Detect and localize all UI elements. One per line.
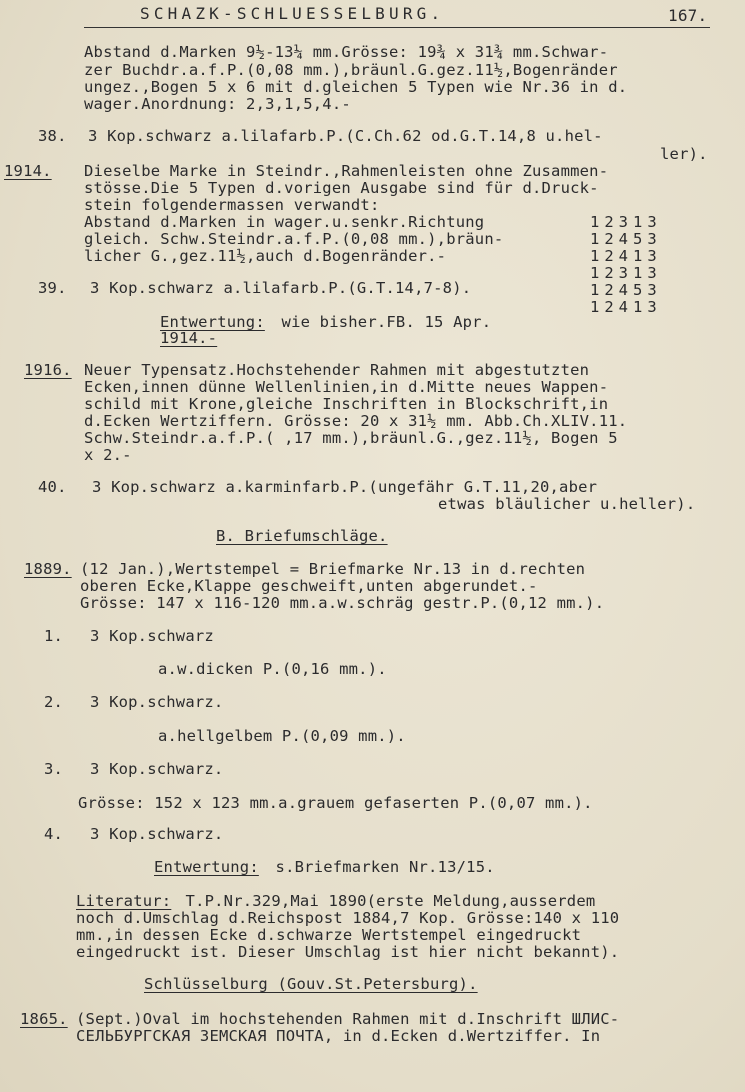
text-line: 3 Kop.schwarz a.lilafarb.P.(C.Ch.62 od.G.T.14,8 u.hel- — [88, 127, 603, 145]
entry-year: 1865. — [20, 1010, 68, 1028]
section-heading: B. Briefumschläge. — [216, 527, 388, 545]
text-line: ungez.,Bogen 5 x 6 mit d.gleichen 5 Typen wie Nr.36 in d. — [84, 78, 628, 96]
text-line: Grösse: 147 x 116-120 mm.a.w.schräg gestr.P.(0,12 mm.). — [80, 594, 605, 612]
type-grid-row: 12413 — [590, 247, 662, 265]
text-line: 1914.- — [160, 329, 218, 347]
type-grid-row: 12413 — [590, 298, 662, 316]
type-grid-row: 12453 — [590, 281, 662, 299]
text-line: oberen Ecke,Klappe geschweift,unten abgerundet.- — [80, 577, 538, 595]
text-line: stein folgendermassen verwandt: — [84, 196, 380, 214]
text-line: d.Ecken Wertziffern. Grösse: 20 x 31½ mm. Abb.Ch.XLIV.11. — [84, 412, 628, 430]
entry-year: 1916. — [24, 361, 72, 379]
section-heading: Schlüsselburg (Gouv.St.Petersburg). — [144, 975, 478, 993]
text-line: gleich. Schw.Steindr.a.f.P.(0,08 mm.),bräun- — [84, 230, 504, 248]
text-line: x 2.- — [84, 446, 132, 464]
text-line: a.hellgelbem P.(0,09 mm.). — [158, 727, 406, 745]
text-line: 3 Kop.schwarz — [90, 627, 214, 645]
page-number: 167. — [668, 6, 708, 25]
text-line: etwas bläulicher u.heller). — [438, 495, 696, 513]
text-line: noch d.Umschlag d.Reichspost 1884,7 Kop. Grösse:140 x 110 — [76, 909, 620, 927]
text-line: s.Briefmarken Nr.13/15. — [266, 858, 495, 876]
text-line: Abstand d.Marken in wager.u.senkr.Richtung — [84, 213, 485, 231]
entwertung-label: Entwertung: — [154, 858, 259, 876]
text-line: T.P.Nr.329,Mai 1890(erste Meldung,ausserdem — [176, 892, 596, 910]
text-line: 3 Kop.schwarz. — [90, 760, 224, 778]
entry-year: 1914. — [4, 162, 52, 180]
text-line: eingedruckt ist. Dieser Umschlag ist hier nicht bekannt). — [76, 943, 620, 961]
text-line: zer Buchdr.a.f.P.(0,08 mm.),bräunl.G.gez.11½,Bogenränder — [84, 61, 618, 79]
entwertung-label: Entwertung: — [160, 313, 265, 331]
item-number: 40. — [38, 478, 67, 496]
item-number: 1. — [44, 627, 64, 645]
type-grid-row: 12313 — [590, 264, 662, 282]
text-line: 3 Kop.schwarz. — [90, 693, 224, 711]
item-number: 39. — [38, 279, 67, 297]
running-title: SCHAZK-SCHLUESSELBURG. — [140, 4, 445, 23]
text-line: (12 Jan.),Wertstempel = Briefmarke Nr.13 in d.rechten — [80, 560, 586, 578]
text-line: stösse.Die 5 Typen d.vorigen Ausgabe sind für d.Druck- — [84, 179, 599, 197]
text-line: 3 Kop.schwarz a.lilafarb.P.(G.T.14,7-8). — [90, 279, 472, 297]
text-line: Grösse: 152 x 123 mm.a.grauem gefaserten P.(0,07 mm.). — [78, 794, 593, 812]
text-line: 3 Kop.schwarz. — [90, 825, 224, 843]
text-line: licher G.,gez.11½,auch d.Bogenränder.- — [84, 247, 447, 265]
text-line: schild mit Krone,gleiche Inschriften in Blockschrift,in — [84, 395, 609, 413]
header-rule — [84, 27, 710, 28]
text-line: wie bisher.FB. 15 Apr. — [272, 313, 492, 331]
text-line: Abstand d.Marken 9½-13¼ mm.Grösse: 19¾ x 31¾ mm.Schwar- — [84, 43, 609, 61]
literatur-label: Literatur: — [76, 892, 172, 910]
entry-year: 1889. — [24, 560, 72, 578]
text-line: wager.Anordnung: 2,3,1,5,4.- — [84, 95, 351, 113]
text-line: (Sept.)Oval im hochstehenden Rahmen mit d.Inschrift ШЛИС- — [76, 1010, 620, 1028]
item-number: 2. — [44, 693, 64, 711]
type-grid-row: 12453 — [590, 230, 662, 248]
item-number: 3. — [44, 760, 64, 778]
text-line: Dieselbe Marke in Steindr.,Rahmenleisten ohne Zusammen- — [84, 162, 609, 180]
text-line: a.w.dicken P.(0,16 mm.). — [158, 660, 387, 678]
text-line: СЕЛЬБУРГСКАЯ ЗЕМСКАЯ ПОЧТА, in d.Ecken d.Wertziffer. In — [76, 1027, 601, 1045]
item-number: 38. — [38, 127, 67, 145]
type-grid-row: 12313 — [590, 213, 662, 231]
text-line: Ecken,innen dünne Wellenlinien,in d.Mitte neues Wappen- — [84, 378, 609, 396]
text-line: ler). — [660, 145, 708, 163]
text-line: mm.,in dessen Ecke d.schwarze Wertstempel eingedruckt — [76, 926, 582, 944]
text-line: 3 Kop.schwarz a.karminfarb.P.(ungefähr G.T.11,20,aber — [92, 478, 598, 496]
text-line: Neuer Typensatz.Hochstehender Rahmen mit abgestutzten — [84, 361, 590, 379]
item-number: 4. — [44, 825, 64, 843]
text-line: Schw.Steindr.a.f.P.( ,17 mm.),bräunl.G.,gez.11½, Bogen 5 — [84, 429, 618, 447]
